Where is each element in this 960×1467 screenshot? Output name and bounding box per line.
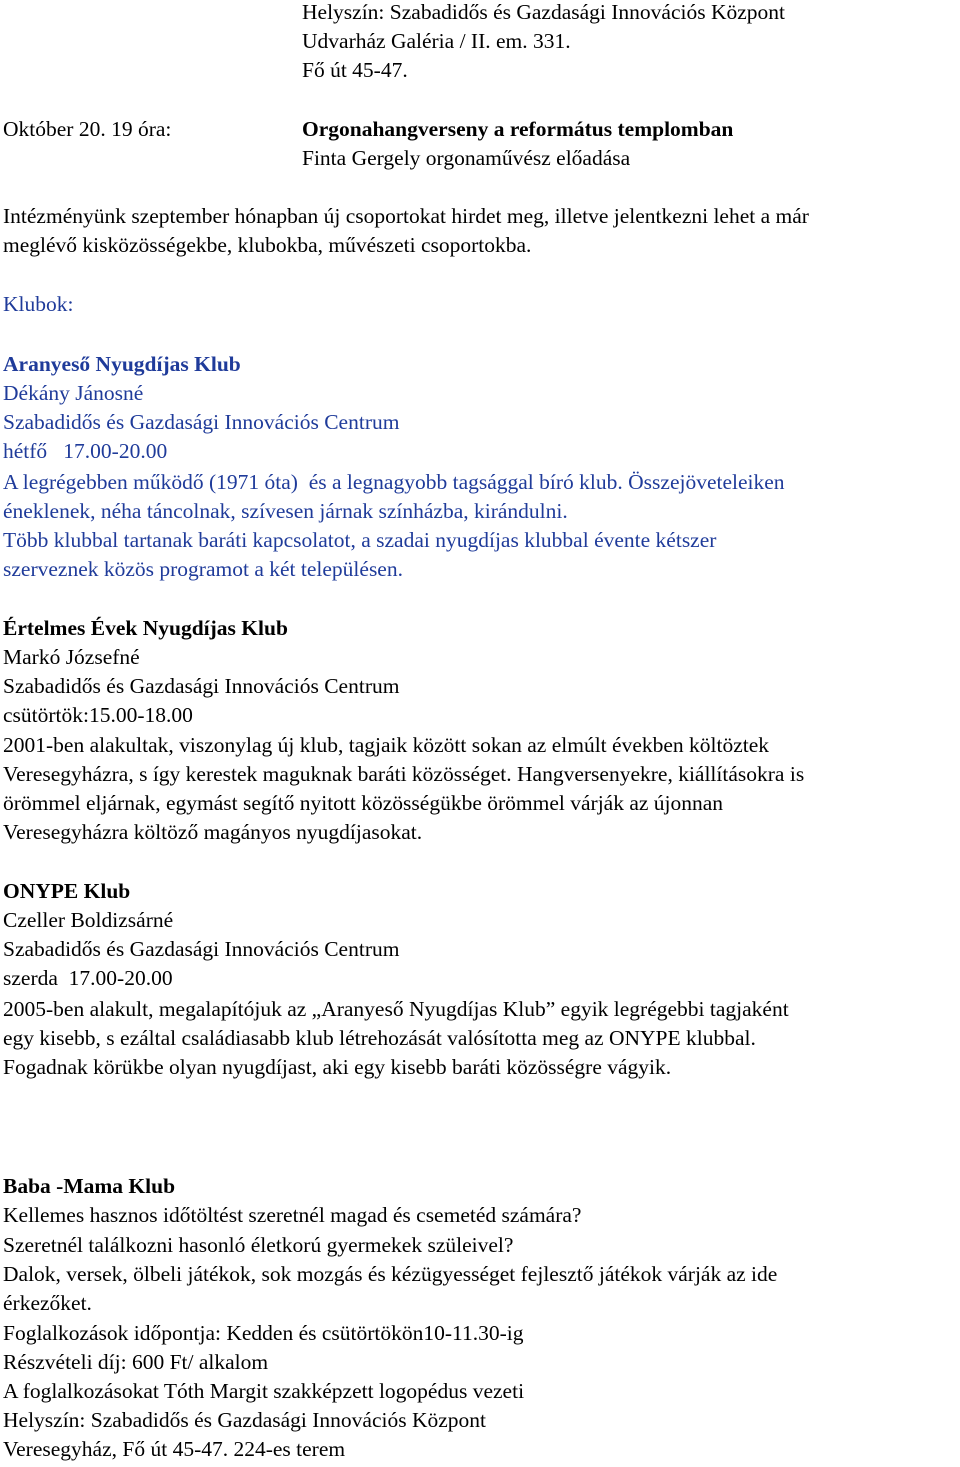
club-venue: Szabadidős és Gazdasági Innovációs Centrum [3, 937, 400, 961]
club-description-line: szerveznek közös programot a két településen. [3, 557, 403, 581]
club-name: Értelmes Évek Nyugdíjas Klub [3, 616, 288, 640]
club-time: hétfő 17.00-20.00 [3, 439, 168, 463]
baba-mama-line: Kellemes hasznos időtöltést szeretnél magad és csemetéd számára? [3, 1203, 582, 1227]
baba-mama-line: Veresegyház, Fő út 45-47. 224-es terem [3, 1437, 346, 1461]
event-subtitle: Finta Gergely orgonaművész előadása [302, 146, 631, 170]
club-venue: Szabadidős és Gazdasági Innovációs Centrum [3, 410, 400, 434]
event-date: Október 20. 19 óra: [3, 117, 172, 141]
event-venue-line: Udvarház Galéria / II. em. 331. [302, 29, 571, 53]
club-description-line: 2005-ben alakult, megalapítójuk az „Aranyeső Nyugdíjas Klub” egyik legrégebbi tagjaként [3, 997, 789, 1021]
club-description-line: Veresegyházra költöző magányos nyugdíjasokat. [3, 820, 423, 844]
intro-line: Intézményünk szeptember hónapban új csoportokat hirdet meg, illetve jelentkezni lehet a már [3, 204, 809, 228]
club-name: ONYPE Klub [3, 879, 131, 903]
baba-mama-line: érkezőket. [3, 1291, 92, 1315]
clubs-heading: Klubok: [3, 292, 74, 316]
club-description-line: Veresegyházra, s így kerestek maguknak baráti közösséget. Hangversenyekre, kiállításokra is [3, 762, 805, 786]
baba-mama-line: Foglalkozások időpontja: Kedden és csütörtökön10-11.30-ig [3, 1321, 524, 1345]
club-description-line: egy kisebb, s ezáltal családiasabb klub létrehozását valósította meg az ONYPE klubbal. [3, 1026, 756, 1050]
club-time: szerda 17.00-20.00 [3, 966, 173, 990]
club-name: Aranyeső Nyugdíjas Klub [3, 352, 241, 376]
club-leader: Czeller Boldizsárné [3, 908, 174, 932]
intro-line: meglévő kisközösségekbe, klubokba, művészeti csoportokba. [3, 233, 532, 257]
club-time: csütörtök:15.00-18.00 [3, 703, 193, 727]
club-description-line: Több klubbal tartanak baráti kapcsolatot, a szadai nyugdíjas klubbal évente kétszer [3, 528, 717, 552]
club-venue: Szabadidős és Gazdasági Innovációs Centrum [3, 674, 400, 698]
club-leader: Markó Józsefné [3, 645, 140, 669]
club-description-line: örömmel eljárnak, egymást segítő nyitott közösségükbe örömmel várják az újonnan [3, 791, 724, 815]
baba-mama-line: Helyszín: Szabadidős és Gazdasági Innovációs Központ [3, 1408, 487, 1432]
baba-mama-line: Részvételi díj: 600 Ft/ alkalom [3, 1350, 269, 1374]
club-leader: Dékány Jánosné [3, 381, 144, 405]
club-description-line: A legrégebben működő (1971 óta) és a legnagyobb tagsággal bíró klub. Összejöveteleiken [3, 470, 785, 494]
baba-mama-line: Szeretnél találkozni hasonló életkorú gyermekek szüleivel? [3, 1233, 514, 1257]
club-description-line: 2001-ben alakultak, viszonylag új klub, tagjaik között sokan az elmúlt években költöztek [3, 733, 770, 757]
club-description-line: éneklenek, néha táncolnak, szívesen járnak színházba, kirándulni. [3, 499, 568, 523]
baba-mama-line: A foglalkozásokat Tóth Margit szakképzett logopédus vezeti [3, 1379, 525, 1403]
event-title: Orgonahangverseny a református templomban [302, 117, 734, 141]
baba-mama-title: Baba -Mama Klub [3, 1174, 176, 1198]
event-venue-line: Helyszín: Szabadidős és Gazdasági Innovációs Központ [302, 0, 786, 24]
event-venue-line: Fő út 45-47. [302, 58, 408, 82]
club-description-line: Fogadnak körükbe olyan nyugdíjast, aki egy kisebb baráti közösségre vágyik. [3, 1055, 672, 1079]
baba-mama-line: Dalok, versek, ölbeli játékok, sok mozgás és kézügyességet fejlesztő játékok várják az ide [3, 1262, 778, 1286]
